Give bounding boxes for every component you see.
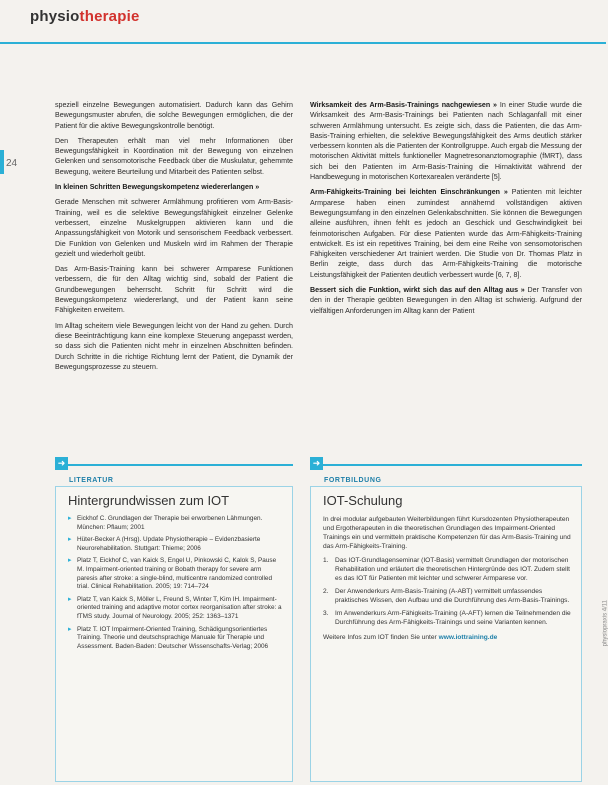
section-heading: Bessert sich die Funktion, wirkt sich das auf den Alltag aus » xyxy=(310,286,525,295)
training-box xyxy=(310,452,582,782)
paragraph: Arm-Fähigkeits-Training bei leichten Einschränkungen » Patienten mit leichter Armparese haben einen zumindest annähernd vollständigen aktiven Bewegungsumfang in den einzelnen Gelenkabschnitten. Sie können die Bewegungen alleine ausführen, ihnen fehlt es jedoch an Geschick und Geschwindigkeit bei feinmotorischen Aufgaben. Für diese Patienten wurde das Arm-Fähigkeits-Training entwickelt. Es ist ein repetitives Training, bei dem eine Reihe von sensomotorischen Fähigkeiten verschiedener Art trainiert werden. Die Studie von Dr. Thomas Platz in Berlin zeigte, dass durch das Arm-Fähigkeits-Training die motorische Leistungsfähigkeit der Patienten deutlich verbessert wurde [6, 7, 8]. xyxy=(310,188,582,279)
step-list xyxy=(323,556,571,627)
training-body xyxy=(310,486,582,782)
section-heading: In kleinen Schritten Bewegungskompetenz wiedererlangen » xyxy=(55,183,260,192)
paragraph: speziell einzelne Bewegungen automatisiert. Dadurch kann das Gehirn Bewegungsmuster abrufen, die solche Bewegungen ermöglichen, die der Patient für die aktive Bewegungskontrolle benötigt. xyxy=(55,101,293,130)
brand-part-1: physio xyxy=(30,8,80,25)
step-item: 1. Das IOT-Grundlagenseminar (IOT-Basis) vermittelt Grundlagen der motorischen Rehabilitation und erläutert die theoretischen Hintergründe des IOT. Zudem stellt es das IOT für Patienten mit leichter und schwerer Armparese vor. xyxy=(323,557,570,582)
box-tag: FORTBILDUNG xyxy=(324,477,382,484)
box-title: IOT-Schulung xyxy=(323,493,403,508)
header-rule xyxy=(0,42,606,44)
box-intro: In drei modular aufgebauten Weiterbildungen führt Kursdozenten Physiotherapeuten und Ergotherapeuten in die theoretischen Grundlagen des Impairment-Oriented Trainings ein und vermitteln praktische Kompetenzen für das Arm-Basis-Training und das Arm-Fähigkeits-Training. xyxy=(323,516,571,550)
left-column xyxy=(55,100,293,377)
info-boxes xyxy=(55,452,582,782)
box-rule xyxy=(55,464,293,466)
section-heading: Wirksamkeit des Arm-Basis-Trainings nachgewiesen » xyxy=(310,101,498,109)
reference-item: ▸ Platz T, Eickhof C, van Kaick S, Engel U, Pinkowski C, Kalok S, Pause M. Impairment-oriented training or Bobath therapy for severe arm paresis after stroke: a single-blind, multicentre randomized controlled trial. Clinical Rehabilitation. 2005; 19: 714–724 xyxy=(68,557,282,591)
paragraph: Den Therapeuten erhält man viel mehr Informationen über Bewegungsfähigkeit in Koordination mit der Bewegung von einzelnen Gelenken und sensomotorische Feedback über die Muskulatur, gehemmte Bewegung, weitere Beurteilung und Mitarbeit des Patienten selbst. xyxy=(55,136,293,176)
reference-item: ▸ Hüter-Becker A (Hrsg). Update Physiotherapie – Evidenzbasierte Neurorehabilitation. Stuttgart: Thieme; 2006 xyxy=(68,536,282,553)
brand-logo xyxy=(30,8,140,25)
page-number: 24 xyxy=(6,158,18,169)
arrow-right-icon: ➜ xyxy=(55,457,68,470)
right-column xyxy=(310,100,582,321)
box-title: Hintergrundwissen zum IOT xyxy=(68,493,230,508)
paragraph: Im Alltag scheitern viele Bewegungen leicht von der Hand zu gehen. Durch diese Beeinträchtigung kann eine komplexe Steuerung angepasst werden, so dass sich die Patienten nicht mehr in einzelnen Abschnitten befinden. Durch Schritte in die richtige Richtung lernt der Patient, die Dynamik der Bewegungsprozesse zu steuern. xyxy=(55,321,293,371)
box-rule xyxy=(310,464,582,466)
section-heading: Arm-Fähigkeits-Training bei leichten Einschränkungen » xyxy=(310,188,508,197)
reference-item: ▸ Platz T, van Kaick S, Möller L, Freund S, Winter T, Kim IH. Impairment-oriented training and adaptive motor cortex reorganisation after stroke: a fTMS study. Journal of Neurology. 2005; 252: 1363–1371 xyxy=(68,596,282,622)
step-item: 2. Der Anwenderkurs Arm-Basis-Training (A-ABT) vermittelt umfassendes praktisches Wissen, den Aufbau und die Durchführung des Arm-Basis-Trainings. xyxy=(323,588,570,604)
literature-body xyxy=(55,486,293,782)
side-marker xyxy=(0,150,4,174)
reference-list xyxy=(68,515,282,651)
vertical-issue-label: physiopraxis 4/11 xyxy=(602,600,608,647)
reference-item: ▸ Eickhof C. Grundlagen der Therapie bei erworbenen Lähmungen. München: Pflaum; 2001 xyxy=(68,515,282,532)
literature-box xyxy=(55,452,293,782)
box-tag: LITERATUR xyxy=(69,477,114,484)
arrow-right-icon: ➜ xyxy=(310,457,323,470)
website-link[interactable]: www.iottraining.de xyxy=(438,634,498,641)
reference-item: ▸ Platz T. IOT Impairment-Oriented Training, Schädigungsorientiertes Training. Theorie und deutschsprachige Manuale für Therapie und Assessment. Baden-Baden: Deutscher Wissenschafts-Verlag; 2006 xyxy=(68,626,282,652)
paragraph: Bessert sich die Funktion, wirkt sich das auf den Alltag aus » Der Transfer von den in der Therapie geübten Bewegungen in den Alltag ist schwierig. Aufgrund der vielfältigen Anforderungen im Alltag kann der Patient xyxy=(310,286,582,315)
box-footer: Weitere Infos zum IOT finden Sie unter www.iottraining.de xyxy=(323,634,498,641)
paragraph: Gerade Menschen mit schwerer Armlähmung profitieren vom Arm-Basis-Training, weil es die selektive Bewegungsfähigkeit einzelner Gelenke verbessert, einzelne Muskelgruppen aktivieren kann und die Anpassungsfähigkeit von Motorik und sensorischem Feedback verbessert. Die Funktion von Gelenken und Muskeln wird im Rahmen der Therapie gezielt und wiederholt geübt. xyxy=(55,198,293,258)
paragraph: Das Arm-Basis-Training kann bei schwerer Armparese Funktionen verbessern, die für den Alltag wichtig sind, sobald der Patient die Grundbewegungen beherrscht. Schritt für Schritt wird die Bewegungskompetenz wiedererlangt, und der Patient kann seine Fähigkeiten erweitern. xyxy=(55,265,293,315)
step-item: 3. Im Anwenderkurs Arm-Fähigkeits-Training (A-AFT) lernen die Teilnehmenden die Durchführung des Arm-Fähigkeits-Trainings und seine Varianten kennen. xyxy=(323,610,571,626)
brand-part-2: therapie xyxy=(79,8,140,25)
paragraph: Wirksamkeit des Arm-Basis-Trainings nachgewiesen » In einer Studie wurde die Wirksamkeit des Arm-Basis-Trainings bei Patienten nach Schlaganfall mit einer schweren Armlähmung untersucht. Es zeigte sich, dass die Patienten, die das Arm-Basis-Training erhielten, die selektive Bewegungsfähigkeit des Arms deutlich stärker verbessern konnten als die Patienten der Kontrollgruppe. Auch ergab die Messung der motorischen Aktivität mittels funktioneller Magnetresonanztomographie (fMRT), dass sich bei den Patienten im Arm-Basis-Training die Hirnaktivität während der Handbewegung in motorischen Kortexarealen veränderte [5]. xyxy=(310,101,582,182)
